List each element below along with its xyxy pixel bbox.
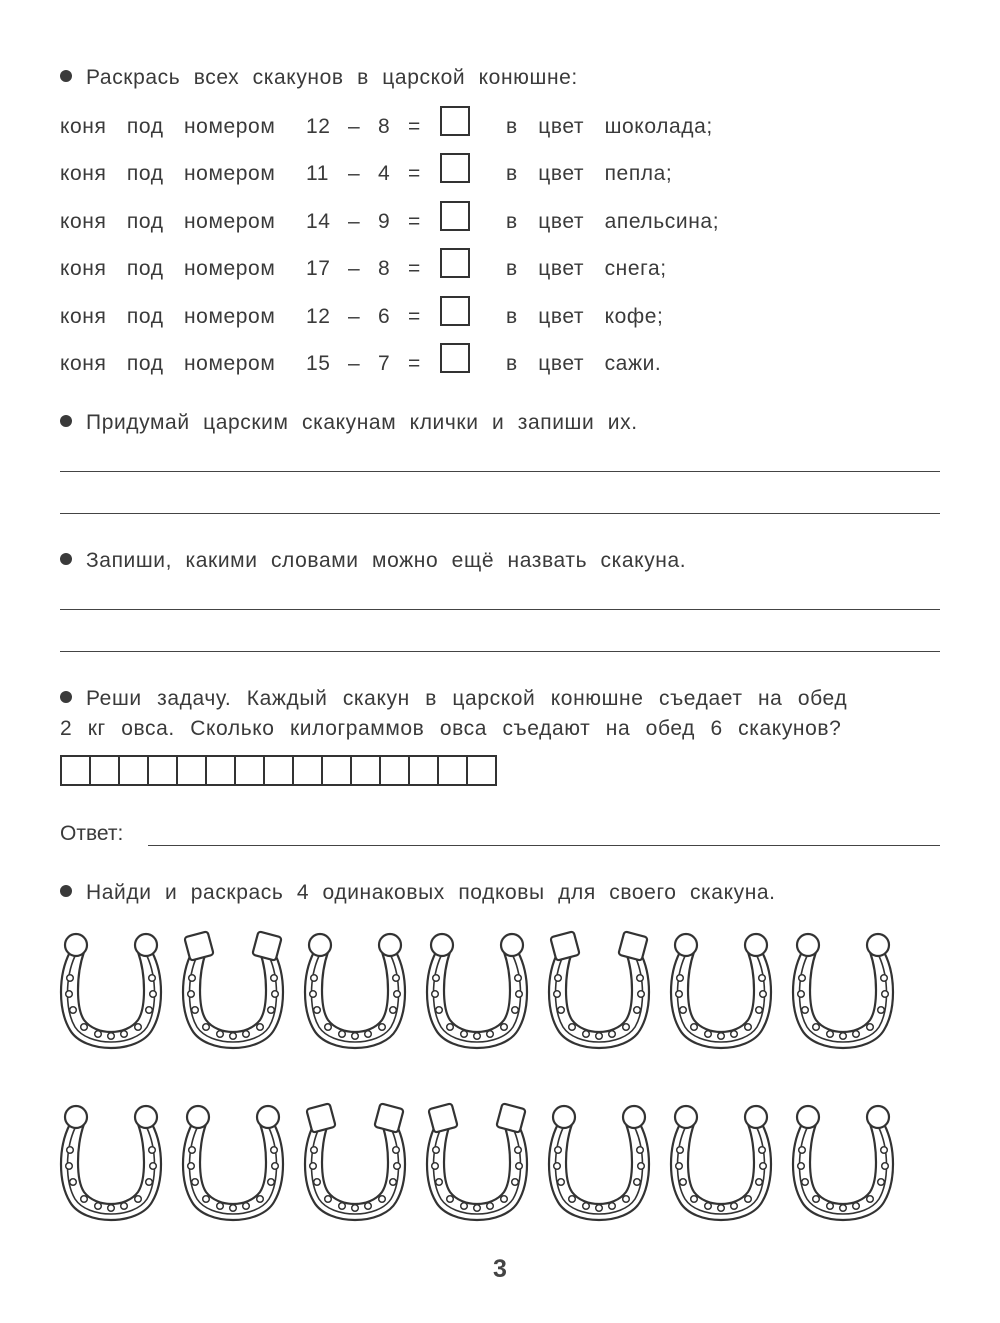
bullet-icon — [60, 691, 72, 703]
writing-line-4[interactable] — [60, 651, 940, 652]
task3-text: Запиши, какими словами можно ещё назвать скакуна. — [86, 549, 687, 572]
equation-suffix: в цвет шоколада; — [506, 115, 713, 138]
equation-b: 7 — [378, 352, 391, 375]
grid-cell[interactable] — [466, 755, 497, 786]
grid-cell[interactable] — [292, 755, 323, 786]
equation-a: 15 — [306, 352, 331, 375]
equation-op: – — [348, 115, 361, 138]
horseshoe-icon[interactable] — [300, 930, 410, 1060]
equation-op: – — [348, 162, 361, 186]
equation-a: 12 — [306, 304, 331, 328]
equation-prefix: коня под номером — [60, 304, 276, 328]
equation-suffix: в цвет кофе; — [506, 304, 664, 328]
horseshoe-icon[interactable] — [544, 930, 654, 1060]
solution-grid[interactable] — [60, 755, 497, 786]
bullet-icon — [60, 70, 72, 82]
grid-cell[interactable] — [118, 755, 149, 786]
grid-cell[interactable] — [234, 755, 265, 786]
equation-b: 8 — [378, 115, 391, 138]
equation-prefix: коня под номером — [60, 115, 276, 138]
task5-text: Найди и раскрась 4 одинаковых подковы для своего скакуна. — [86, 881, 776, 904]
equation-prefix: коня под номером — [60, 209, 276, 233]
answer-line[interactable] — [148, 845, 940, 846]
writing-line-3[interactable] — [60, 609, 940, 610]
grid-cell[interactable] — [176, 755, 207, 786]
page-number: 3 — [493, 1255, 507, 1283]
equation-op: – — [348, 304, 361, 328]
bullet-icon — [60, 885, 72, 897]
equation-b: 8 — [378, 257, 391, 281]
equation-eq: = — [408, 304, 421, 328]
horseshoe-icon[interactable] — [56, 1102, 166, 1232]
equation-a: 11 — [306, 162, 329, 186]
grid-cell[interactable] — [321, 755, 352, 786]
horseshoe-icon[interactable] — [544, 1102, 654, 1232]
equation-eq: = — [408, 209, 421, 233]
answer-box[interactable] — [440, 296, 470, 326]
task2-heading — [60, 411, 638, 435]
task4-line2: 2 кг овса. Сколько килограммов овса съедают на обед 6 скакунов? — [60, 717, 842, 740]
equation-suffix: в цвет пепла; — [506, 162, 673, 186]
grid-cell[interactable] — [437, 755, 468, 786]
writing-line-2[interactable] — [60, 513, 940, 514]
task1-heading — [60, 66, 578, 90]
grid-cell[interactable] — [350, 755, 381, 786]
task5-heading — [60, 881, 776, 905]
answer-box[interactable] — [440, 106, 470, 136]
equation-eq: = — [408, 162, 421, 186]
answer-box[interactable] — [440, 153, 470, 183]
equation-eq: = — [408, 115, 421, 138]
equation-a: 14 — [306, 209, 331, 233]
equation-op: – — [348, 209, 361, 233]
horseshoe-icon[interactable] — [666, 930, 776, 1060]
equation-suffix: в цвет апельсина; — [506, 209, 720, 233]
horseshoe-icon[interactable] — [300, 1102, 410, 1232]
equation-prefix: коня под номером — [60, 162, 276, 186]
equation-eq: = — [408, 352, 421, 375]
grid-cell[interactable] — [263, 755, 294, 786]
bullet-icon — [60, 415, 72, 427]
horseshoe-icon[interactable] — [666, 1102, 776, 1232]
horseshoe-icon[interactable] — [56, 930, 166, 1060]
answer-box[interactable] — [440, 201, 470, 231]
equation-b: 4 — [378, 162, 391, 186]
writing-line-1[interactable] — [60, 471, 940, 472]
equation-op: – — [348, 257, 361, 281]
equation-suffix: в цвет снега; — [506, 257, 667, 281]
grid-cell[interactable] — [60, 755, 91, 786]
grid-cell[interactable] — [89, 755, 120, 786]
equation-b: 9 — [378, 209, 391, 233]
grid-cell[interactable] — [205, 755, 236, 786]
horseshoe-icon[interactable] — [422, 930, 532, 1060]
grid-cell[interactable] — [147, 755, 178, 786]
horseshoe-icon[interactable] — [178, 930, 288, 1060]
answer-label: Ответ: — [60, 822, 124, 845]
grid-cell[interactable] — [408, 755, 439, 786]
equation-a: 17 — [306, 257, 331, 281]
horseshoe-icon[interactable] — [788, 1102, 898, 1232]
equation-eq: = — [408, 257, 421, 281]
horseshoe-icon[interactable] — [178, 1102, 288, 1232]
answer-box[interactable] — [440, 343, 470, 373]
task3-heading — [60, 549, 686, 573]
equation-op: – — [348, 352, 361, 375]
task2-text: Придумай царским скакунам клички и запиши их. — [86, 411, 638, 434]
equation-a: 12 — [306, 115, 331, 138]
equation-suffix: в цвет сажи. — [506, 352, 662, 375]
equation-b: 6 — [378, 304, 391, 328]
task1-text: Раскрась всех скакунов в царской конюшне: — [86, 66, 578, 89]
task4-line1: Реши задачу. Каждый скакун в царской конюшне съедает на обед — [60, 687, 847, 711]
horseshoe-icon[interactable] — [788, 930, 898, 1060]
grid-cell[interactable] — [379, 755, 410, 786]
horseshoe-icon[interactable] — [422, 1102, 532, 1232]
answer-box[interactable] — [440, 248, 470, 278]
bullet-icon — [60, 553, 72, 565]
equation-prefix: коня под номером — [60, 257, 276, 281]
equation-prefix: коня под номером — [60, 352, 276, 375]
